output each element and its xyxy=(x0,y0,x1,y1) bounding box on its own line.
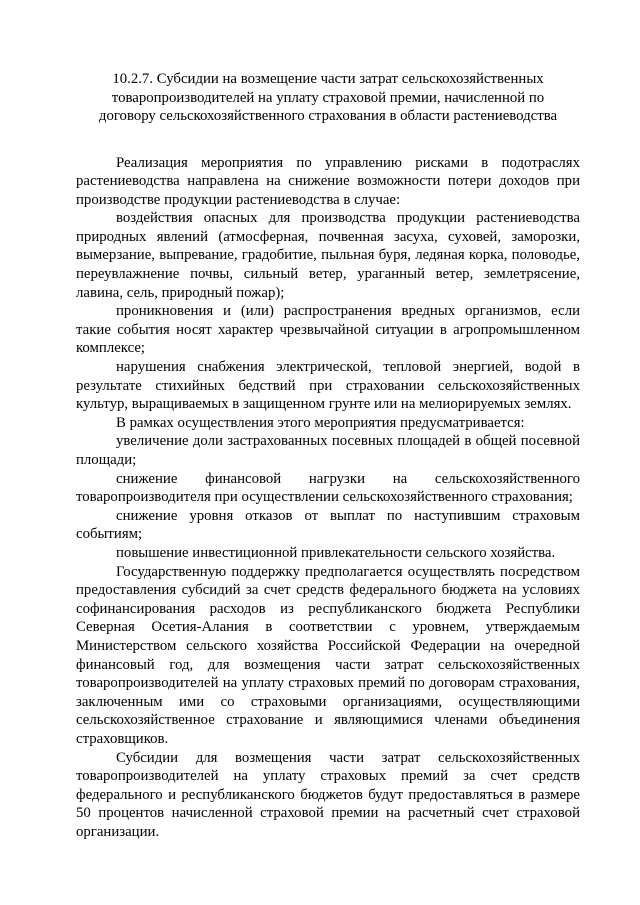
paragraph-refusals: снижение уровня отказов от выплат по наступившим страховым событиям; xyxy=(76,507,580,543)
paragraph-state-support: Государственную поддержку предполагается осуществлять посредством предоставления субсидий за счет средств федерального бюджета на условиях софинансирования расходов из республиканского бюджета Республики Северная Осетия-Алания в соответствии с уровнем, утверждаемым Министерством сельского хозяйства Российской Федерации на очередной финансовый год, для возмещения части затрат сельскохозяйственных товаропроизводителей на уплату страховых премий по договорам страхования, заключенным ими со страховыми организациями, осуществляющими сельскохозяйственное страхование и являющимися членами объединения страховщиков. xyxy=(76,563,580,747)
paragraph-insured-area: увеличение доли застрахованных посевных площадей в общей посевной площади; xyxy=(76,433,580,468)
heading-line: товаропроизводителей на уплату страховой премии, начисленной по xyxy=(111,89,545,106)
heading-line: договору сельскохозяйственного страхования в области растениеводства xyxy=(98,108,558,124)
paragraph-investment: повышение инвестиционной привлекательности сельского хозяйства. xyxy=(116,544,556,561)
body-text xyxy=(76,154,580,842)
paragraph-supply-disruption: нарушения снабжения электрической, тепловой энергией, водой в результате стихийных бедствий при страховании сельскохозяйственных культур, выращиваемых в защищенном грунте или на мелиорируемых землях. xyxy=(76,359,580,413)
paragraph-natural-hazards: воздействия опасных для производства продукции растениеводства природных явлений (атмосферная, почвенная засуха, суховей, заморозки, вымерзание, выпревание, градобитие, пыльная буря, ледяная корка, половодье, переувлажнение почвы, сильный ветер, ураганный ветер, землетрясение, лавина, сель, природный пожар); xyxy=(76,210,580,301)
paragraph-subsidies: Субсидии для возмещения части затрат сельскохозяйственных товаропроизводителей на уплату страховых премий за счет средств федерального и республиканского бюджетов будут предоставляться в размере 50 процентов начисленной страховой премии на расчетный счет страховой организации. xyxy=(76,749,580,840)
document-page xyxy=(76,70,580,841)
paragraph-measures-intro: В рамках осуществления этого мероприятия предусматривается: xyxy=(116,414,525,431)
paragraph-pests: проникновения и (или) распространения вредных организмов, если такие события носят характер чрезвычайной ситуации в агропромышленном комплексе; xyxy=(76,303,580,357)
paragraph-intro: Реализация мероприятия по управлению рисками в подотраслях растениеводства направлена на снижение возможности потери доходов при производстве продукции растениеводства в случае: xyxy=(76,154,580,208)
heading-line: 10.2.7. Субсидии на возмещение части затрат сельскохозяйственных xyxy=(112,71,544,87)
paragraph-financial-burden: снижение финансовой нагрузки на сельскохозяйственного товаропроизводителя при осуществлении сельскохозяйственного страхования; xyxy=(76,470,580,506)
section-heading xyxy=(76,70,580,126)
